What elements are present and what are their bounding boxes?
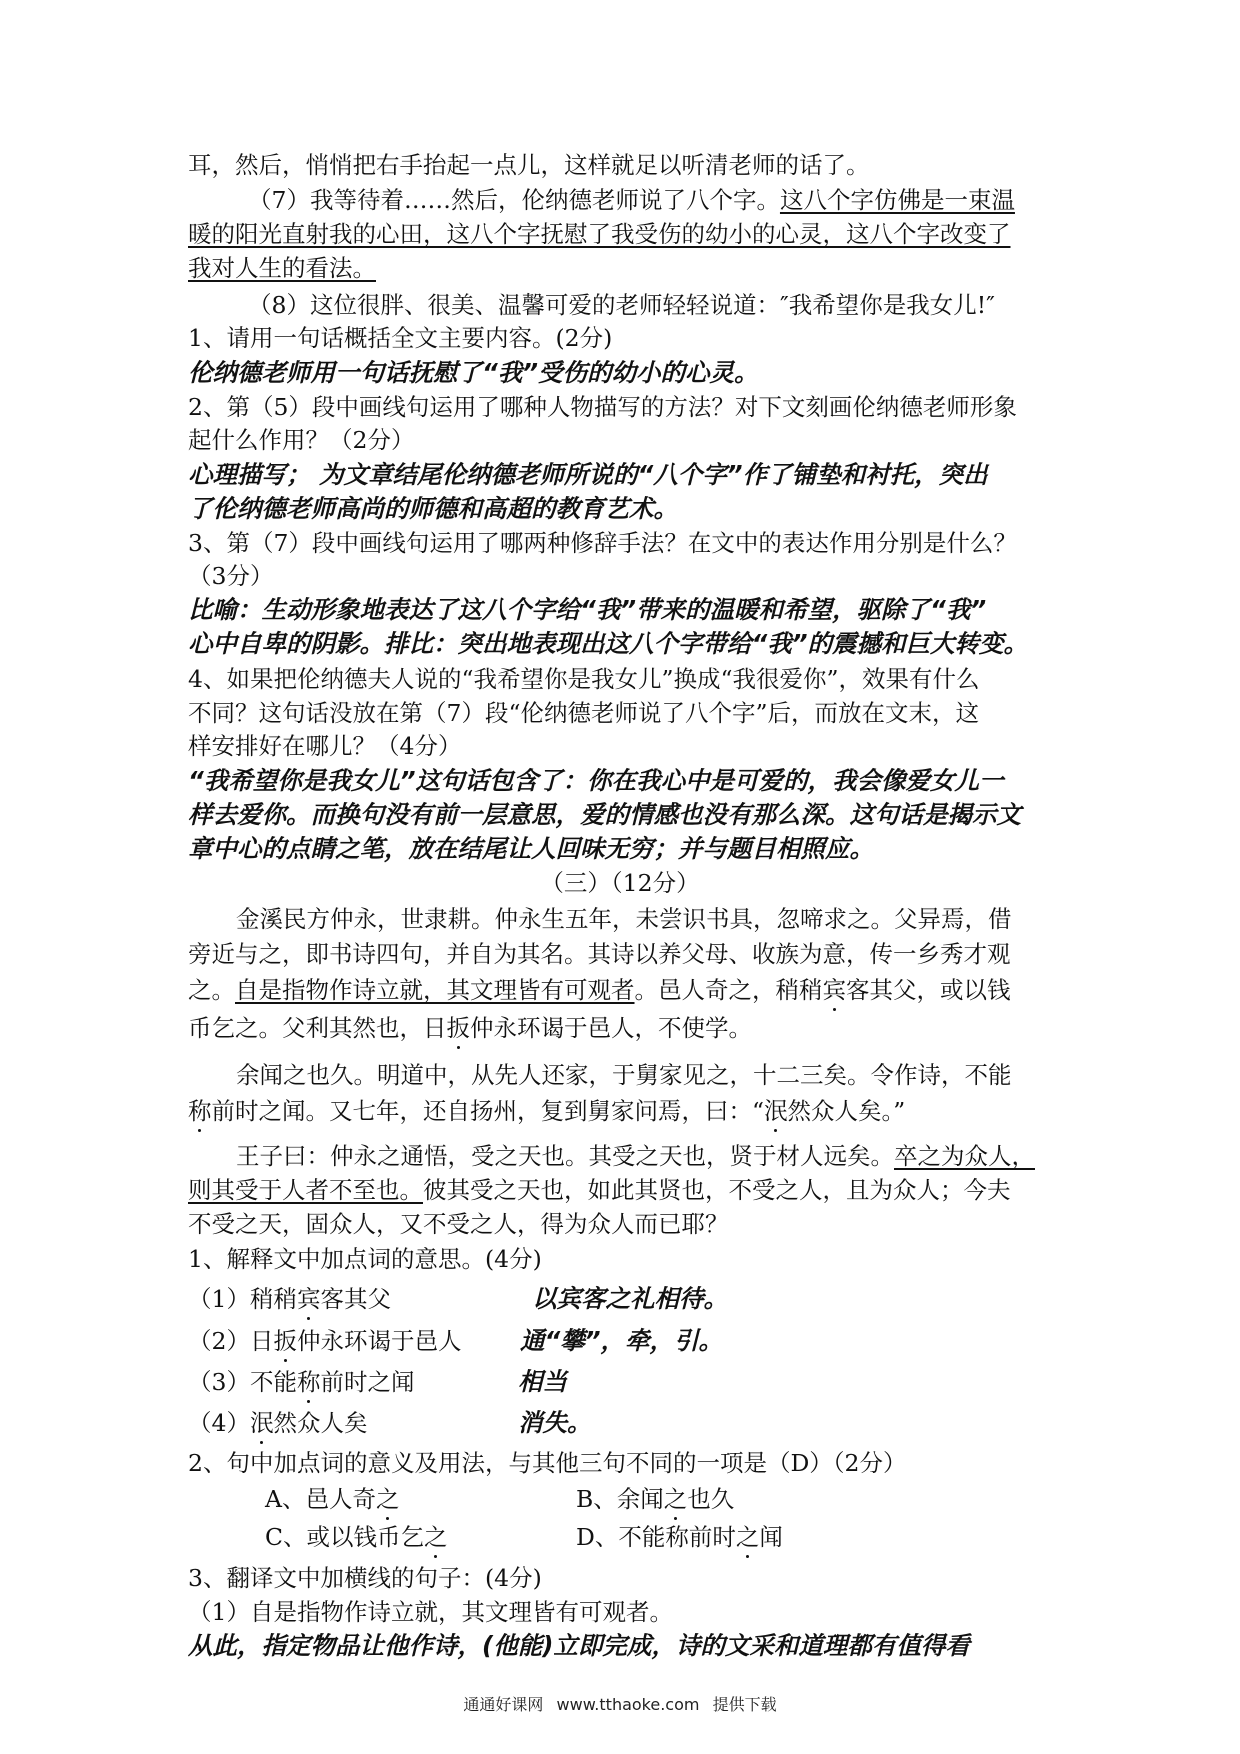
dotted-character: 之: [375, 1485, 400, 1513]
question-2: 2、句中加点词的意义及用法，与其他三句不同的一项是（D）（2分）: [188, 1449, 907, 1477]
answer-1: 伦纳德老师用一句话抚慰了“我”受伤的幼小的心灵。: [188, 358, 759, 387]
classical-text-line: 金溪民方仲永，世隶耕。仲永生五年，未尝识书具，忽啼求之。父异焉，借: [236, 905, 1012, 933]
dotted-character: 泯: [764, 1097, 788, 1125]
text: 前时之闻: [320, 1368, 415, 1396]
underlined-sentence: 暖的阳光直射我的心田，这八个字抚慰了我受伤的幼小的心灵，这八个字改变了: [188, 220, 1011, 248]
footer-url[interactable]: www.tthaoke.com: [556, 1695, 700, 1714]
text: D、不能称前时: [576, 1523, 736, 1551]
text: B、余闻: [576, 1485, 664, 1513]
underlined-sentence: 我对人生的看法。: [188, 254, 376, 282]
text: （1）稍稍: [188, 1285, 297, 1313]
question-3-sentence: （1）自是指物作诗立就，其文理皆有可观者。: [188, 1598, 673, 1626]
dotted-character: 称: [188, 1097, 212, 1125]
classical-text-line: [188, 1096, 905, 1126]
classical-text-line: 余闻之也久。明道中，从先人还家，于舅家见之，十二三矣。令作诗，不能: [236, 1061, 1012, 1089]
text: 然众人矣。”: [787, 1097, 906, 1125]
dotted-character: 称: [296, 1368, 321, 1396]
item-3: [188, 1367, 414, 1397]
text: 仲永环谒于邑人，不使学。: [470, 1014, 752, 1042]
question-2-cont: 起什么作用？（2分）: [188, 426, 415, 454]
item-3-answer: 相当: [518, 1367, 567, 1396]
classical-text-line: [188, 1013, 752, 1043]
answer-4-cont: 样去爱你。而换句没有前一层意思，爱的情感也没有那么深。这句话是揭示文: [188, 800, 1021, 829]
dotted-character: 泯: [249, 1409, 274, 1437]
text: （2）日: [188, 1327, 274, 1355]
underlined-sentence: 则其受于人者不至也。: [188, 1176, 423, 1204]
text: （3）不能: [188, 1368, 297, 1396]
dotted-character: 宾: [822, 976, 846, 1004]
text: C、或以钱币乞: [265, 1523, 424, 1551]
text: 仲永环谒于邑人: [296, 1327, 462, 1355]
answer-2-cont: 了伦纳德老师高尚的师德和高超的教育艺术。: [188, 494, 678, 523]
underlined-sentence: 自是指物作诗立就，其文理皆有可观者: [235, 976, 635, 1004]
classical-text-line: 旁近与之，即书诗四句，并自为其名。其诗以养父母、收族为意，传一乡秀才观: [188, 940, 1011, 968]
classical-text-line: [188, 1175, 1011, 1205]
question-1: 1、请用一句话概括全文主要内容。(2分): [188, 324, 613, 352]
answer-4: “我希望你是我女儿”这句话包含了：你在我心中是可爱的，我会像爱女儿一: [188, 766, 1004, 795]
answer-2: 心理描写； 为文章结尾伦纳德老师所说的“八个字”作了铺垫和衬托，突出: [188, 460, 988, 489]
question-4: 4、如果把伦纳德夫人说的“我希望你是我女儿”换成“我很爱你”，效果有什么: [188, 665, 980, 693]
text: 客其父，或以钱: [846, 976, 1011, 1004]
answer-3: 比喻：生动形象地表达了这八个字给“我”带来的温暖和希望，驱除了“我”: [188, 595, 987, 624]
classical-text-line: [236, 1141, 1035, 1171]
option-c: [265, 1522, 447, 1552]
text: A、邑人奇: [265, 1485, 376, 1513]
option-d: [576, 1522, 783, 1552]
dotted-character: 扳: [273, 1327, 297, 1355]
text: 然众人矣: [273, 1409, 368, 1437]
classical-text-line: [188, 975, 1011, 1005]
dotted-character: 扳: [446, 1014, 470, 1042]
page-footer: [0, 1692, 1240, 1715]
dotted-character: 之: [663, 1485, 688, 1513]
text: 币乞之。父利其然也，日: [188, 1014, 447, 1042]
question-2: 2、第（5）段中画线句运用了哪种人物描写的方法？对下文刻画伦纳德老师形象: [188, 393, 1017, 421]
item-4-answer: 消失。: [518, 1408, 592, 1437]
passage-line: 耳，然后，悄悄把右手抬起一点儿，这样就足以听清老师的话了。: [188, 151, 870, 179]
question-3-cont: （3分）: [188, 562, 274, 590]
text: 前时之闻。又七年，还自扬州，复到舅家问焉，曰：“: [211, 1097, 765, 1125]
item-4: [188, 1408, 367, 1438]
dotted-character: 宾: [296, 1285, 321, 1313]
paragraph-8: （8）这位很胖、很美、温馨可爱的老师轻轻说道：″我希望你是我女儿!″: [248, 291, 995, 319]
question-1: 1、解释文中加点词的意思。(4分): [188, 1245, 542, 1273]
question-3: 3、第（7）段中画线句运用了哪两种修辞手法？在文中的表达作用分别是什么？: [188, 529, 1017, 557]
item-1-answer: 以宾客之礼相待。: [532, 1284, 728, 1313]
item-2-answer: 通“攀”，牵，引。: [520, 1326, 724, 1355]
answer-4-cont: 章中心的点睛之笔，放在结尾让人回味无穷；并与题目相照应。: [188, 834, 874, 863]
item-1: [188, 1284, 391, 1314]
option-b: [576, 1484, 734, 1514]
text: 。邑人奇之，稍稍: [634, 976, 823, 1004]
text: 之。: [188, 976, 235, 1004]
text: 客其父: [320, 1285, 391, 1313]
section-heading: （三）（12分）: [540, 869, 700, 897]
question-3: 3、翻译文中加横线的句子：(4分): [188, 1564, 542, 1592]
text: 闻: [759, 1523, 783, 1551]
text: （4）: [188, 1409, 250, 1437]
text: 也久: [687, 1485, 735, 1513]
text: 彼其受之天也，如此其贤也，不受之人，且为众人；今夫: [423, 1176, 1011, 1204]
answer-3: 从此，指定物品让他作诗，(他能)立即完成，诗的文采和道理都有值得看: [188, 1631, 970, 1660]
question-4-cont: 样安排好在哪儿？（4分）: [188, 732, 462, 760]
answer-3-cont: 心中自卑的阴影。排比：突出地表现出这八个字带给“我”的震撼和巨大转变。: [188, 629, 1029, 658]
underlined-sentence: 这八个字仿佛是一束温: [779, 186, 1015, 214]
option-a: [265, 1484, 399, 1514]
text: （7）我等待着……然后，伦纳德老师说了八个字。: [248, 186, 780, 214]
classical-text-line: 不受之天，固众人，又不受之人，得为众人而已耶？: [188, 1210, 729, 1238]
item-2: [188, 1326, 461, 1356]
underlined-sentence: 卒之为众人，: [894, 1142, 1035, 1170]
footer-note: 提供下载: [712, 1695, 777, 1714]
question-4-cont: 不同？这句话没放在第（7）段“伦纳德老师说了八个字”后，而放在文末，这: [188, 699, 979, 727]
paragraph-7: [248, 185, 1015, 215]
dotted-character: 之: [423, 1523, 448, 1551]
dotted-character: 之: [735, 1523, 760, 1551]
footer-site-name: 通通好课网: [463, 1695, 544, 1714]
text: 王子曰：仲永之通悟，受之天也。其受之天也，贤于材人远矣。: [236, 1142, 894, 1170]
